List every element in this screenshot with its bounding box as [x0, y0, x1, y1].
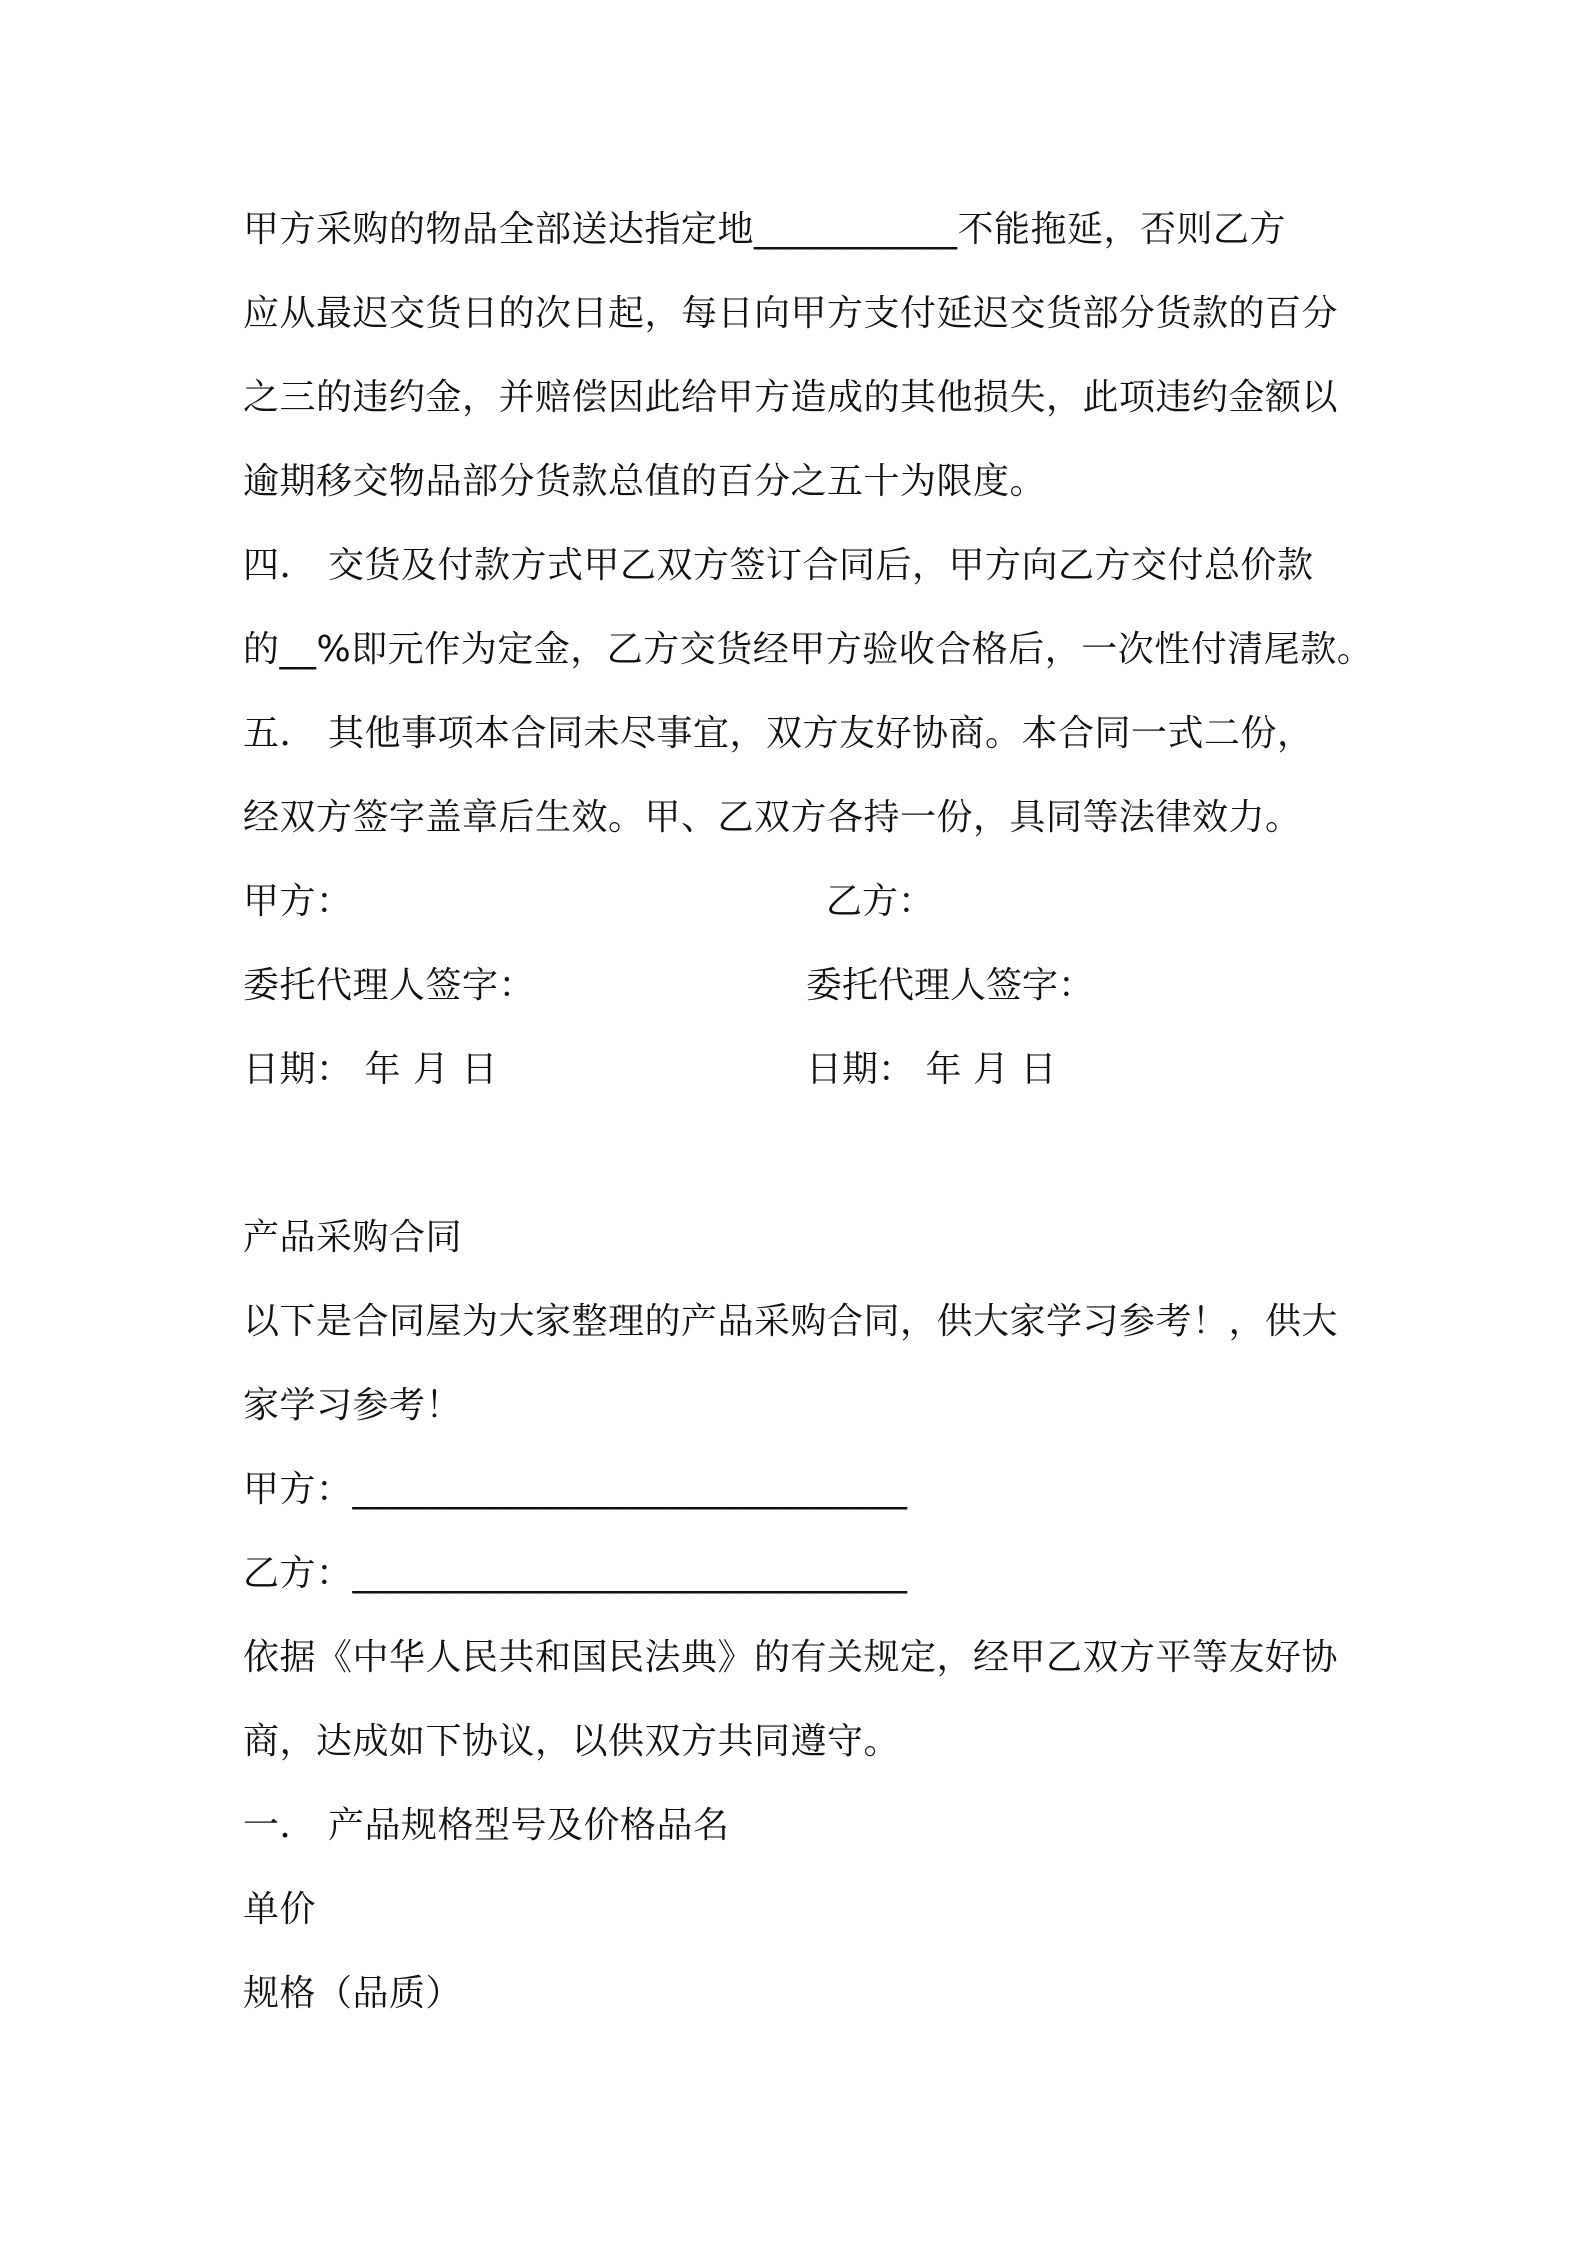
- signature-agent-b: 委托代理人签字：: [806, 965, 1095, 1006]
- signature-party-b: 乙方：: [826, 881, 935, 922]
- signature-date-b: 日期： 年 月 日: [806, 1049, 1057, 1090]
- signature-party-a: 甲方：: [243, 881, 353, 922]
- basis-line-1: 依据《中华人民共和国民法典》的有关规定，经甲乙双方平等友好协: [243, 1637, 1339, 1678]
- paragraph-line-1: 甲方采购的物品全部送达指定地___________不能拖延，否则乙方: [243, 209, 1287, 250]
- section-five-line-1: 五． 其他事项本合同未尽事宜，双方友好协商。本合同一式二份，: [243, 713, 1314, 754]
- paragraph-line-3: 之三的违约金，并赔偿因此给甲方造成的其他损失，此项违约金额以: [243, 377, 1339, 418]
- intro-line-2: 家学习参考！: [243, 1385, 463, 1426]
- intro-line-1: 以下是合同屋为大家整理的产品采购合同，供大家学习参考！，供大: [243, 1301, 1339, 1342]
- section-four-line-2: 的__%即元作为定金，乙方交货经甲方验收合格后，一次性付清尾款。: [243, 629, 1374, 670]
- unit-price-label: 单价: [243, 1889, 317, 1930]
- contract-title: 产品采购合同: [243, 1217, 463, 1258]
- paragraph-line-4: 逾期移交物品部分货款总值的百分之五十为限度。: [243, 461, 1047, 502]
- signature-agent-a: 委托代理人签字：: [243, 965, 536, 1006]
- party-a-blank: 甲方：______________________________: [243, 1469, 908, 1510]
- party-b-blank: 乙方：______________________________: [243, 1553, 908, 1594]
- section-one-heading: 一． 产品规格型号及价格品名: [243, 1805, 730, 1846]
- section-four-line-1: 四． 交货及付款方式甲乙双方签订合同后，甲方向乙方交付总价款: [243, 545, 1314, 586]
- section-five-line-2: 经双方签字盖章后生效。甲、乙双方各持一份，具同等法律效力。: [243, 797, 1302, 838]
- signature-date-a: 日期： 年 月 日: [243, 1049, 498, 1090]
- paragraph-line-2: 应从最迟交货日的次日起，每日向甲方支付延迟交货部分货款的百分: [243, 293, 1339, 334]
- basis-line-2: 商，达成如下协议，以供双方共同遵守。: [243, 1721, 901, 1762]
- spec-label: 规格（品质）: [243, 1973, 463, 2014]
